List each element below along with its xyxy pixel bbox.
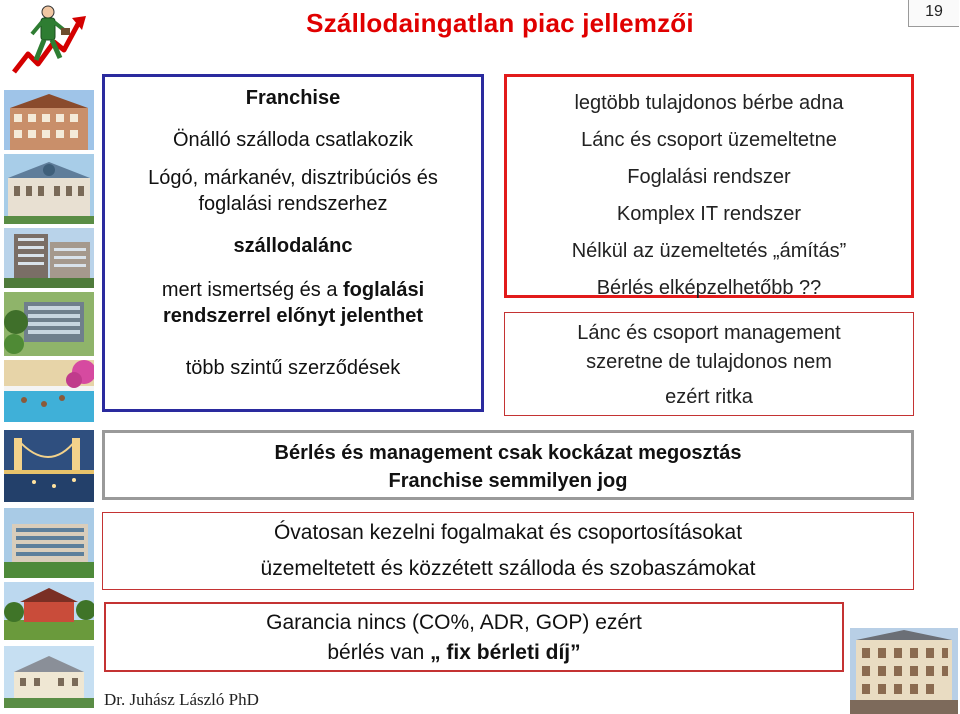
franchise-contracts: több szintű szerződések (185, 357, 401, 379)
risk-line-1: Bérlés és management csak kockázat megosztás (274, 442, 742, 464)
management-box (504, 312, 914, 416)
page-number: 19 (908, 0, 959, 27)
hotel-photo-4 (4, 292, 94, 356)
risk-box (102, 430, 914, 500)
hotel-photo-5 (4, 360, 94, 422)
franchise-reason-text: mert ismertség és a (161, 279, 344, 301)
hotel-photo-resort (4, 508, 94, 578)
guarantee-line-1: Garancia nincs (CO%, ADR, GOP) ezért (266, 611, 642, 634)
city-hotel-photo (850, 628, 958, 714)
bridge-photo (4, 430, 94, 502)
franchise-box (102, 74, 484, 412)
hotel-photo-2 (4, 154, 94, 224)
lease-box (504, 74, 914, 298)
caution-box (102, 512, 914, 590)
franchise-heading: Franchise (245, 87, 341, 109)
guarantee-text: bérlés van (327, 641, 431, 664)
lease-line-4: Komplex IT rendszer (616, 203, 802, 225)
franchise-line-logo: Lógó, márkanév, disztribúciós és (148, 167, 438, 189)
guarantee-line-2 (106, 638, 842, 668)
lease-line-1: legtöbb tulajdonos bérbe adna (574, 92, 844, 114)
slide-title: Szállodaingatlan piac jellemzői (306, 8, 694, 38)
management-line-1: Lánc és csoport management (577, 322, 841, 344)
castle-photo (4, 646, 94, 708)
lease-line-5: Nélkül az üzemeltetés „ámítás” (571, 240, 847, 262)
lease-line-3: Foglalási rendszer (627, 166, 791, 188)
franchise-line-join: Önálló szálloda csatlakozik (172, 129, 414, 151)
lease-line-2: Lánc és csoport üzemeltetne (581, 129, 837, 151)
guarantee-fixed-fee: „ fix bérleti díj” (430, 641, 581, 664)
franchise-chain: szállodalánc (233, 235, 353, 257)
franchise-line-system: foglalási rendszerhez (198, 193, 388, 215)
guarantee-box (104, 602, 844, 672)
businessman-arrow-logo (8, 2, 88, 86)
author-footer: Dr. Juhász László PhD (104, 690, 259, 709)
hotel-photo-1 (4, 90, 94, 150)
manor-photo (4, 582, 94, 640)
management-line-2: szeretne de tulajdonos nem (586, 351, 832, 373)
management-line-3: ezért ritka (665, 386, 753, 408)
risk-line-2: Franchise semmilyen jog (388, 470, 628, 492)
franchise-reason-line2: rendszerrel előnyt jelenthet (162, 305, 424, 327)
franchise-reason-line1 (105, 277, 481, 303)
hotel-photo-3 (4, 228, 94, 288)
lease-line-6: Bérlés elképzelhetőbb ?? (596, 277, 822, 299)
caution-line-2: üzemeltetett és közzétett szálloda és szobaszámokat (260, 557, 756, 580)
caution-line-1: Óvatosan kezelni fogalmakat és csoportosításokat (273, 521, 743, 544)
franchise-reason-bold: foglalási (343, 279, 425, 301)
